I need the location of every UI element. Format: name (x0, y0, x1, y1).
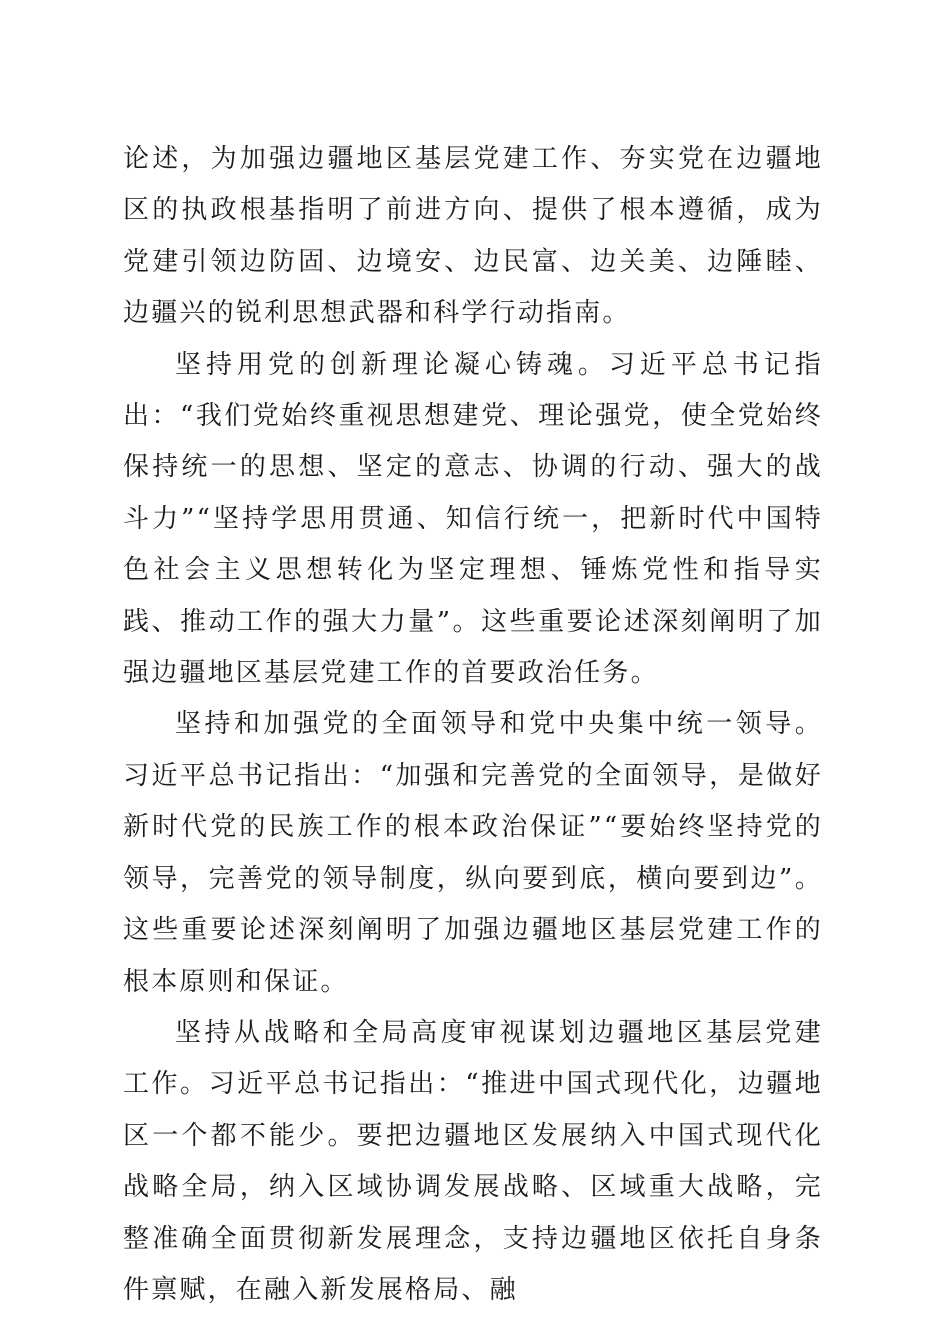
document-body (123, 134, 823, 1316)
paragraph-innovation-theory: 坚持用党的创新理论凝心铸魂。习近平总书记指出：“我们党始终重视思想建党、理论强党，使全党始终保持统一的思想、坚定的意志、协调的行动、强大的战斗力”“坚持学思用贯通、知信行统一，把新时代中国特色社会主义思想转化为坚定理想、锤炼党性和指导实践、推动工作的强大力量”。这些重要论述深刻阐明了加强边疆地区基层党建工作的首要政治任务。 (123, 349, 823, 689)
paragraph-continued: 论述，为加强边疆地区基层党建工作、夯实党在边疆地区的执政根基指明了前进方向、提供了根本遵循，成为党建引领边防固、边境安、边民富、边关美、边陲睦、边疆兴的锐利思想武器和科学行动指南。 (123, 144, 823, 329)
paragraph-party-leadership: 坚持和加强党的全面领导和党中央集中统一领导。习近平总书记指出：“加强和完善党的全面领导，是做好新时代党的民族工作的根本政治保证”“要始终坚持党的领导，完善党的领导制度，纵向要到底，横向要到边”。这些重要论述深刻阐明了加强边疆地区基层党建工作的根本原则和保证。 (123, 709, 823, 997)
paragraph-strategic-view: 坚持从战略和全局高度审视谋划边疆地区基层党建工作。习近平总书记指出：“推进中国式现代化，边疆地区一个都不能少。要把边疆地区发展纳入中国式现代化战略全局，纳入区域协调发展战略、区域重大战略，完整准确全面贯彻新发展理念，支持边疆地区依托自身条件禀赋，在融入新发展格局、融 (123, 1017, 823, 1305)
